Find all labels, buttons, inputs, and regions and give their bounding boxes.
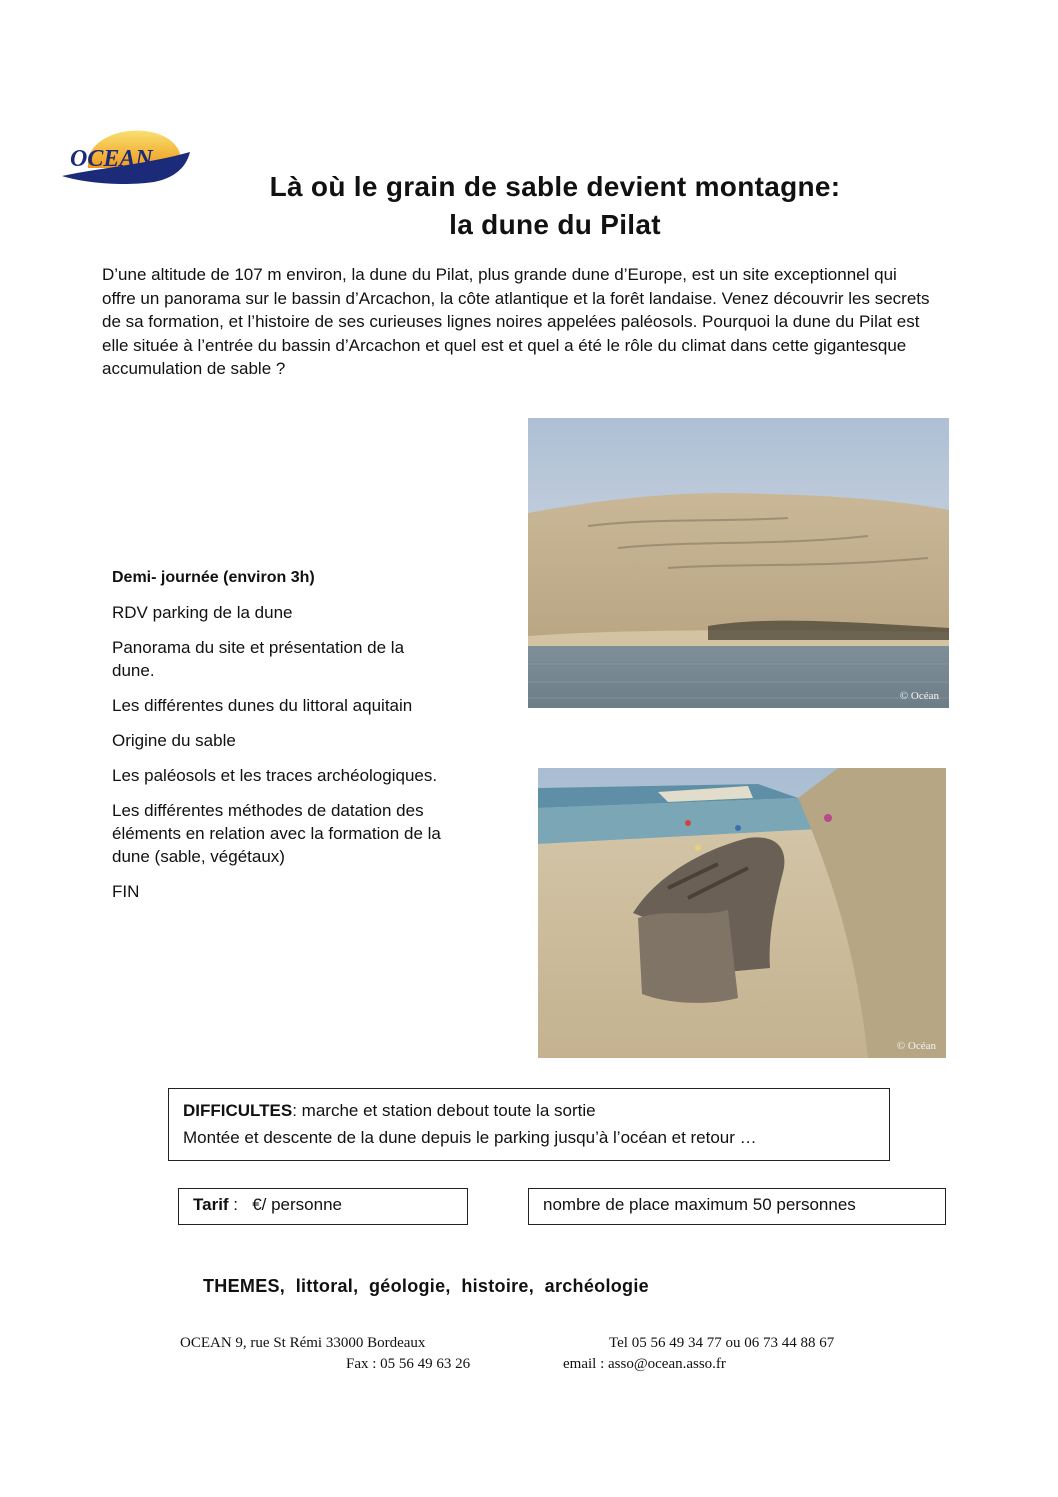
photo-credit: © Océan	[899, 690, 939, 702]
price-label: Tarif	[193, 1195, 229, 1214]
program-heading: Demi- journée (environ 3h)	[112, 569, 315, 586]
difficulty-line1	[183, 1097, 875, 1124]
difficulty-text: : marche et station debout toute la sortie	[292, 1101, 596, 1120]
footer-email: email : asso@ocean.asso.fr	[563, 1356, 726, 1372]
page-title-line1: Là où le grain de sable devient montagne:	[269, 171, 841, 202]
price-value: : €/ personne	[228, 1195, 342, 1214]
program-item: Les différentes méthodes de datation des éléments en relation avec la formation de la dune (sable, végétaux)	[112, 801, 441, 866]
difficulty-label: DIFFICULTES	[183, 1101, 293, 1120]
dune-photo-image	[528, 418, 949, 708]
capacity-box: nombre de place maximum 50 personnes	[528, 1188, 946, 1225]
program-item: Les paléosols et les traces archéologiques.	[112, 766, 438, 785]
beach-stump-photo	[538, 768, 946, 1058]
themes-line: THEMES, littoral, géologie, histoire, archéologie	[203, 1276, 649, 1296]
intro-paragraph: D’une altitude de 107 m environ, la dune du Pilat, plus grande dune d’Europe, est un site exceptionnel qui offre un panorama sur le bassin d’Arcachon, la côte atlantique et la forêt landaise. Venez découvrir les secrets de sa formation, et l’histoire de ses curieuses lignes noires appelées paléosols. Pourquoi la dune du Pilat est elle située à l’entrée du bassin d’Arcachon et quel est et quel a été le rôle du climat dans cette gigantesque accumulation de sable ?	[102, 265, 930, 378]
dune-photo	[528, 418, 949, 708]
program-list	[112, 566, 442, 915]
program-item: Origine du sable	[112, 731, 236, 750]
beach-stump-photo-image	[538, 768, 946, 1058]
difficulty-box	[168, 1088, 890, 1161]
footer-tel: Tel 05 56 49 34 77 ou 06 73 44 88 67	[609, 1335, 835, 1351]
program-item: RDV parking de la dune	[112, 603, 293, 622]
page-title-line2: la dune du Pilat	[449, 209, 661, 240]
difficulty-line2: Montée et descente de la dune depuis le parking jusqu’à l’océan et retour …	[183, 1128, 757, 1147]
photo-credit: © Océan	[896, 1040, 936, 1052]
logo-text: OCEAN	[70, 146, 153, 172]
footer-address: OCEAN 9, rue St Rémi 33000 Bordeaux	[180, 1335, 426, 1351]
program-item: FIN	[112, 882, 140, 901]
program-item: Les différentes dunes du littoral aquitain	[112, 696, 413, 715]
price-box	[178, 1188, 468, 1225]
footer-fax: Fax : 05 56 49 63 26	[346, 1356, 471, 1372]
program-item: Panorama du site et présentation de la dune.	[112, 638, 405, 680]
